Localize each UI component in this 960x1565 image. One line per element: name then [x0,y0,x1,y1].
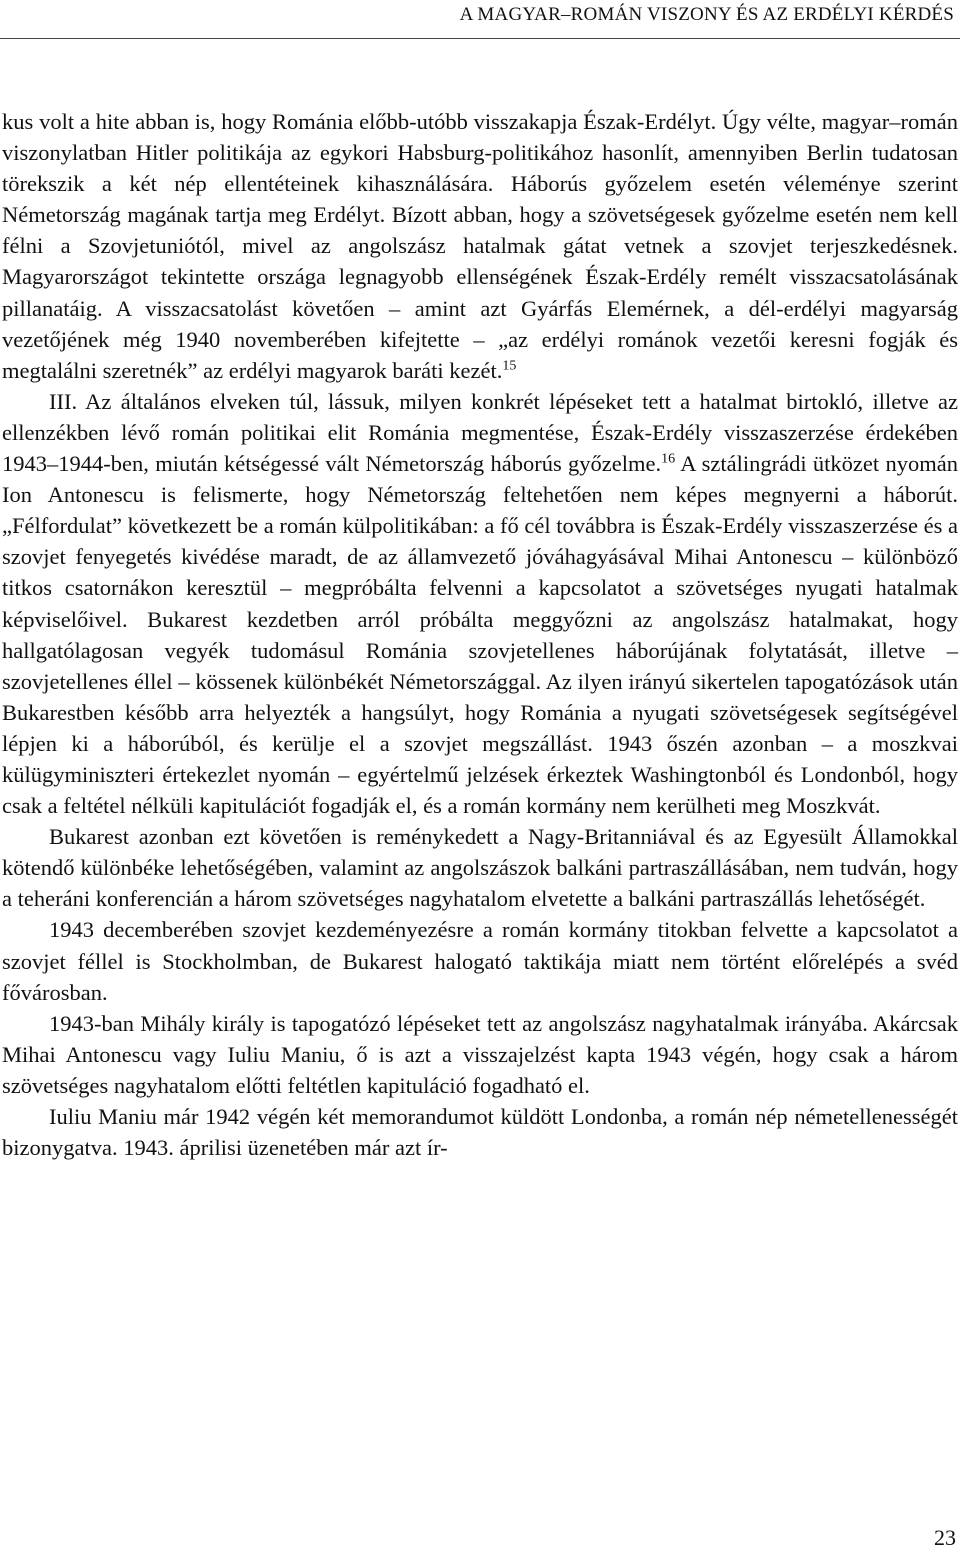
paragraph-5 [2,1008,958,1101]
paragraph-6 [2,1101,958,1163]
paragraph-4 [2,914,958,1007]
paragraph-2 [2,386,958,821]
page-number: 23 [934,1525,956,1550]
footnote-ref-16: 16 [661,451,676,467]
footnote-ref-15: 15 [502,358,517,374]
running-title: A MAGYAR–ROMÁN VISZONY ÉS AZ ERDÉLYI KÉRDÉS [459,4,954,25]
paragraph-text: 1943 decemberében szovjet kezdeményezésre a román kormány titokban felvette a kapcsolatot a szovjet féllel is Stockholmban, de Bukarest halogató taktikája miatt nem történt előrelépés a svéd fővárosban. [2,917,958,1005]
paragraph-text: III. Az általános elveken túl, lássuk, milyen konkrét lépéseket tett a hatalmat birtokló, illetve az ellenzékben lévő román politikai elit Románia megmentése, Észak-Erdély visszaszerzése érdekében 1943–1944-ben, miután kétségessé vált Németország háborús győzelme. [2,388,958,477]
running-head [460,4,954,26]
paragraph-text: 1943-ban Mihály király is tapogatózó lépéseket tett az angolszász nagyhatalmak irányába. Akárcsak Mihai Antonescu vagy Iuliu Maniu, ő is azt a visszajelzést kapta 1943 végén, hogy csak a három szövetséges nagyhatalom előtti feltétlen kapituláció fogadható el. [2,1010,958,1098]
header-rule [0,38,960,39]
body-text [2,106,958,1163]
paragraph-1 [2,106,958,386]
paragraph-text: Iuliu Maniu már 1942 végén két memorandumot küldött Londonba, a román nép németellenességét bizonygatva. 1943. áprilisi üzenetében már azt ír- [2,1104,958,1161]
paragraph-text: Bukarest azonban ezt követően is reménykedett a Nagy-Britanniával és az Egyesült Államokkal kötendő különbéke lehetőségében, valamint az angolszászok balkáni partraszállásában, nem tudván, hogy a teheráni konferencián a három szövetséges nagyhatalom elvetette a balkáni partraszállás lehetőségét. [2,824,958,912]
paragraph-text-continued: A sztálingrádi ütközet nyomán Ion Antonescu is felismerte, hogy Németország feltehetően nem képes megnyerni a háborút. „Félfordulat” következett be a román külpolitikában: a fő cél továbbra is Észak-Erdély visszaszerzése és a szovjet fenyegetés kivédése maradt, de az államvezető jóváhagyásával Mihai Antonescu – különböző titkos csatornákon keresztül – megpróbálta felvenni a kapcsolatot a szövetséges nyugati hatalmak képviselőivel. Bukarest kezdetben arról próbálta meggyőzni az angolszász hatalmakat, hogy hallgatólagosan vegyék tudomásul Románia szovjetellenes háborújának folytatását, illetve – szovjetellenes éllel – kössenek különbékét Németországgal. Az ilyen irányú sikertelen tapogatózások után Bukarestben később arra helyezték a hangsúlyt, hogy Románia a nyugati szövetségesek segítségével lépjen ki a háborúból, és kerülje el a szovjet megszállást. 1943 őszén azonban – a moszkvai külügyminiszteri értekezlet nyomán – egyértelmű jelzések érkeztek Washingtonból és Londonból, hogy csak a feltétel nélküli kapitulációt fogadják el, és a román kormány nem kerülheti meg Moszkvát. [2,451,958,819]
paragraph-3 [2,821,958,914]
paragraph-text: kus volt a hite abban is, hogy Románia előbb-utóbb visszakapja Észak-Erdélyt. Úgy vélte, magyar–román viszonylatban Hitler politikája az egykori Habsburg-politikához hasonlít, amennyiben Berlin tudatosan törekszik a két nép ellentéteinek kihasználására. Háborús győzelem esetén véleménye szerint Németország magának tartja meg Erdélyt. Bízott abban, hogy a szövetségesek győzelme esetén nem kell félni a Szovjetuniótól, mivel az angolszász hatalmak gátat vetnek a szovjet terjeszkedésnek. Magyarországot tekintette országa legnagyobb ellenségének Észak-Erdély remélt visszacsatolásának pillanatáig. A visszacsatolást követően – amint azt Gyárfás Elemérnek, a dél-erdélyi magyarság vezetőjének még 1940 novemberében kifejtette – „az erdélyi románok vezetői keresni fogják és megtalálni szeretnék” az erdélyi magyarok baráti kezét. [2,109,958,383]
